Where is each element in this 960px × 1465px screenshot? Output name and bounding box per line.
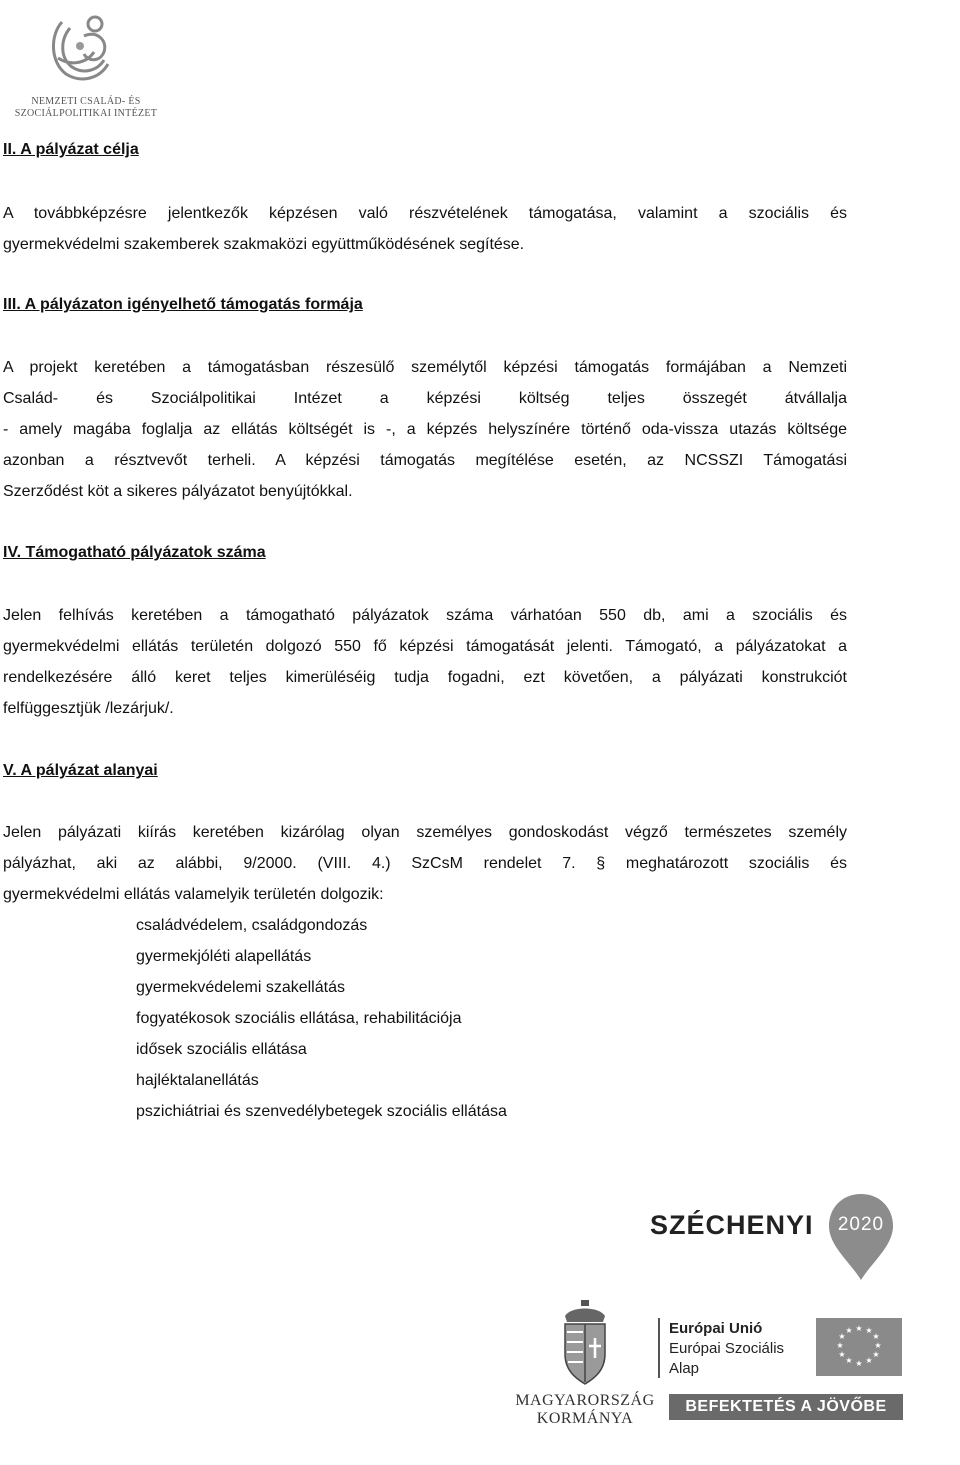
text-line: Család- és Szociálpolitikai Intézet a képzési költség teljes összegét átvállalja	[3, 390, 847, 407]
list-item: idősek szociális ellátása	[136, 1041, 307, 1058]
location-pin-icon	[826, 1192, 896, 1282]
list-item: gyermekjóléti alapellátás	[136, 948, 312, 965]
text-line: Szerződést köt a sikeres pályázatot benyújtókkal.	[3, 483, 353, 500]
eu-line2: Európai Szociális	[669, 1340, 785, 1357]
text-line: felfüggesztjük /lezárjuk/.	[3, 700, 174, 717]
text-line: pályázhat, aki az alábbi, 9/2000. (VIII. 4.) SzCsM rendelet 7. § meghatározott szociális és	[3, 855, 847, 872]
section-3-heading: III. A pályázaton igényelhető támogatás formája	[3, 296, 363, 313]
svg-text:★: ★	[838, 1350, 846, 1359]
text-line: Jelen felhívás keretében a támogatható pályázatok száma várhatóan 550 db, ami a szociális és	[3, 607, 847, 624]
eu-slogan-banner: BEFEKTETÉS A JÖVŐBE	[669, 1394, 903, 1420]
svg-text:★: ★	[865, 1326, 873, 1335]
logo-text-line2: SZOCIÁLPOLITIKAI INTÉZET	[14, 108, 158, 119]
coat-of-arms-icon	[555, 1298, 615, 1386]
list-item: fogyatékosok szociális ellátása, rehabilitációja	[136, 1010, 462, 1027]
eu-fund-logo	[656, 1318, 906, 1424]
list-item: gyermekvédelemi szakellátás	[136, 979, 345, 996]
svg-text:★: ★	[872, 1332, 880, 1341]
section-4-heading: IV. Támogatható pályázatok száma	[3, 544, 266, 561]
family-emblem-icon	[0, 0, 172, 95]
svg-text:★: ★	[845, 1326, 853, 1335]
list-item: családvédelem, családgondozás	[136, 917, 368, 934]
section-3-paragraph	[3, 352, 847, 507]
svg-text:★: ★	[838, 1332, 846, 1341]
section-2-paragraph	[3, 198, 847, 260]
svg-text:★: ★	[855, 1324, 863, 1333]
section-2-heading: II. A pályázat célja	[3, 141, 139, 158]
szechenyi-year: 2020	[837, 1214, 885, 1235]
text-line: azonban a résztvevőt terheli. A képzési támogatás megítélése esetén, az NCSSZI Támogatási	[3, 452, 847, 469]
svg-text:★: ★	[865, 1356, 873, 1365]
eu-line3: Alap	[669, 1360, 700, 1377]
svg-text:★: ★	[836, 1341, 844, 1350]
text-line: - amely magába foglalja az ellátás költségét is -, a képzés helyszínére történő oda-vissza utazás költsége	[3, 421, 847, 438]
hungarian-government-logo	[515, 1298, 655, 1430]
institute-logo	[0, 0, 172, 124]
szechenyi-word: SZÉCHENYI	[650, 1210, 814, 1240]
text-line: Jelen pályázati kiírás keretében kizárólag olyan személyes gondoskodást végző természetes személy	[3, 824, 847, 841]
text-line: gyermekvédelmi szakemberek szakmaközi együttműködésének segítése.	[3, 236, 525, 253]
text-line: gyermekvédelmi ellátás valamelyik területén dolgozik:	[3, 886, 384, 903]
divider-line	[658, 1318, 660, 1378]
gov-text-line2: KORMÁNYA	[536, 1410, 634, 1427]
gov-text-line1: MAGYARORSZÁG	[515, 1392, 655, 1409]
text-line: gyermekvédelmi ellátás területén dolgozó 550 fő képzési támogatását jelenti. Támogató, a pályázatokat a	[3, 638, 847, 655]
section-4-paragraph	[3, 600, 847, 724]
text-line: A projekt keretében a támogatásban részesülő személytől képzési támogatás formájában a Nemzeti	[3, 359, 847, 376]
logo-text-line1: NEMZETI CSALÁD- ÉS	[31, 96, 141, 107]
eu-flag-icon	[816, 1318, 902, 1376]
eu-line1: Európai Unió	[669, 1320, 763, 1337]
text-line: A továbbképzésre jelentkezők képzésen való részvételének támogatása, valamint a szociális és	[3, 205, 847, 222]
text-line: rendelkezésére álló keret teljes kimerüléséig tudja fogadni, ezt követően, a pályázati konstrukciót	[3, 669, 847, 686]
svg-text:★: ★	[845, 1356, 853, 1365]
svg-text:★: ★	[872, 1350, 880, 1359]
section-5-paragraph	[3, 817, 847, 910]
section-5-heading: V. A pályázat alanyai	[3, 762, 158, 779]
list-item: pszichiátriai és szenvedélybetegek szociális ellátása	[136, 1103, 507, 1120]
svg-text:★: ★	[855, 1359, 863, 1368]
svg-text:★: ★	[874, 1341, 882, 1350]
szechenyi-2020-logo	[650, 1192, 900, 1282]
list-item: hajléktalanellátás	[136, 1072, 259, 1089]
